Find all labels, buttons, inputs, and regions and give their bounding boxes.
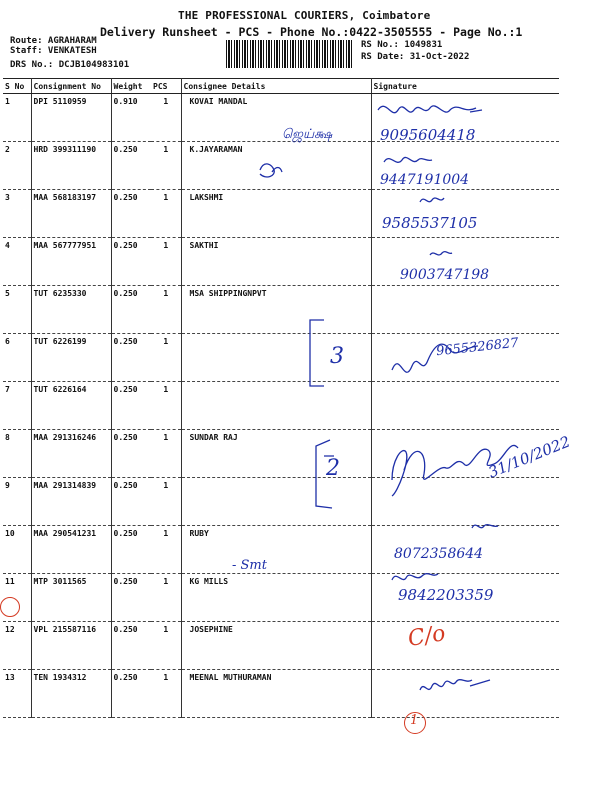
tamil-note-row1: ஜெய்க்ஷ bbox=[282, 127, 333, 142]
drs-number: DRS No.: DCJB104983101 bbox=[10, 60, 130, 70]
cell-weight: 0.250 bbox=[111, 526, 151, 574]
cell-signature bbox=[371, 526, 559, 574]
cell-consignee bbox=[181, 478, 371, 526]
count-rows-8-9: 2 bbox=[326, 456, 340, 481]
staff-label: Staff: VENKATESH bbox=[10, 46, 97, 56]
cell-weight: 0.250 bbox=[111, 190, 151, 238]
runsheet-subtitle: Delivery Runsheet - PCS - Phone No.:0422-3505555 - Page No.:1 bbox=[100, 25, 523, 39]
col-consignment: Consignment No bbox=[31, 79, 111, 94]
table-row bbox=[3, 478, 559, 526]
cell-sno: 7 bbox=[3, 382, 31, 430]
cell-pcs: 1 bbox=[151, 382, 181, 430]
cell-consignee: JOSEPHINE bbox=[181, 622, 371, 670]
cell-sno: 12 bbox=[3, 622, 31, 670]
cell-consignee: K.JAYARAMAN bbox=[181, 142, 371, 190]
cell-consignment: TEN 1934312 bbox=[31, 670, 111, 718]
cell-consignment: DPI 5110959 bbox=[31, 94, 111, 142]
table-row bbox=[3, 526, 559, 574]
cell-signature bbox=[371, 238, 559, 286]
cell-consignment: TUT 6226164 bbox=[31, 382, 111, 430]
cell-consignee: MSA SHIPPINGNPVT bbox=[181, 286, 371, 334]
cell-consignment: HRD 399311190 bbox=[31, 142, 111, 190]
date-note: 31/10/2022 bbox=[485, 432, 573, 482]
cell-consignee: SUNDAR RAJ bbox=[181, 430, 371, 478]
cell-pcs: 1 bbox=[151, 430, 181, 478]
cell-consignment: TUT 6226199 bbox=[31, 334, 111, 382]
table-row bbox=[3, 238, 559, 286]
cell-pcs: 1 bbox=[151, 286, 181, 334]
cell-sno: 8 bbox=[3, 430, 31, 478]
route-label: Route: AGRAHARAM bbox=[10, 36, 97, 46]
cell-consignment: MAA 291316246 bbox=[31, 430, 111, 478]
cell-signature bbox=[371, 286, 559, 334]
cell-weight: 0.250 bbox=[111, 286, 151, 334]
cell-consignment: MAA 568183197 bbox=[31, 190, 111, 238]
cell-consignment: MAA 291314839 bbox=[31, 478, 111, 526]
cell-consignment: MAA 567777951 bbox=[31, 238, 111, 286]
rs-number: RS No.: 1049831 bbox=[361, 40, 443, 50]
care-of-note: C/o bbox=[406, 620, 448, 653]
cell-signature bbox=[371, 382, 559, 430]
cell-sno: 6 bbox=[3, 334, 31, 382]
cell-consignee: RUBY bbox=[181, 526, 371, 574]
cell-pcs: 1 bbox=[151, 622, 181, 670]
cell-pcs: 1 bbox=[151, 526, 181, 574]
cell-sno: 3 bbox=[3, 190, 31, 238]
table-row bbox=[3, 574, 559, 622]
cell-sno: 10 bbox=[3, 526, 31, 574]
cell-consignee: MEENAL MUTHURAMAN bbox=[181, 670, 371, 718]
cell-signature bbox=[371, 622, 559, 670]
cell-pcs: 1 bbox=[151, 238, 181, 286]
cell-weight: 0.250 bbox=[111, 574, 151, 622]
cell-consignment: VPL 215587116 bbox=[31, 622, 111, 670]
cell-signature bbox=[371, 430, 559, 478]
cell-weight: 0.250 bbox=[111, 382, 151, 430]
cell-sno: 13 bbox=[3, 670, 31, 718]
table-row bbox=[3, 94, 559, 142]
row12-circle-mark bbox=[0, 597, 20, 617]
cell-pcs: 1 bbox=[151, 142, 181, 190]
cell-signature bbox=[371, 190, 559, 238]
table-header-row bbox=[3, 79, 559, 94]
cell-pcs: 1 bbox=[151, 574, 181, 622]
cell-sno: 11 bbox=[3, 574, 31, 622]
cell-signature bbox=[371, 94, 559, 142]
company-title: THE PROFESSIONAL COURIERS, Coimbatore bbox=[178, 9, 431, 22]
col-pcs: PCS bbox=[151, 79, 181, 94]
cell-consignee: KG MILLS bbox=[181, 574, 371, 622]
phone-row3: 9585537105 bbox=[382, 214, 478, 232]
cell-pcs: 1 bbox=[151, 190, 181, 238]
cell-consignee bbox=[181, 382, 371, 430]
bottom-count: 1 bbox=[410, 713, 419, 728]
cell-consignee bbox=[181, 334, 371, 382]
phone-row1: 9095604418 bbox=[380, 126, 476, 144]
cell-consignment: MTP 3011565 bbox=[31, 574, 111, 622]
cell-weight: 0.250 bbox=[111, 430, 151, 478]
cell-weight: 0.250 bbox=[111, 238, 151, 286]
cell-weight: 0.250 bbox=[111, 142, 151, 190]
table-row bbox=[3, 670, 559, 718]
cell-pcs: 1 bbox=[151, 334, 181, 382]
cell-signature bbox=[371, 478, 559, 526]
cell-consignment: TUT 6235330 bbox=[31, 286, 111, 334]
cell-sno: 4 bbox=[3, 238, 31, 286]
cell-weight: 0.910 bbox=[111, 94, 151, 142]
cell-consignee: SAKTHI bbox=[181, 238, 371, 286]
phone-row2: 9447191004 bbox=[380, 172, 470, 188]
cell-consignment: MAA 290541231 bbox=[31, 526, 111, 574]
kg-mills-note: - Smt bbox=[232, 558, 267, 573]
barcode bbox=[226, 40, 354, 68]
cell-sno: 5 bbox=[3, 286, 31, 334]
count-rows-6-7: 3 bbox=[330, 344, 344, 369]
table-row bbox=[3, 622, 559, 670]
cell-signature bbox=[371, 670, 559, 718]
table-row bbox=[3, 190, 559, 238]
cell-sno: 9 bbox=[3, 478, 31, 526]
rs-date: RS Date: 31-Oct-2022 bbox=[361, 52, 470, 62]
table-row bbox=[3, 142, 559, 190]
phone-row4: 9003747198 bbox=[400, 267, 490, 283]
cell-sno: 1 bbox=[3, 94, 31, 142]
cell-weight: 0.250 bbox=[111, 670, 151, 718]
table-row bbox=[3, 286, 559, 334]
cell-weight: 0.250 bbox=[111, 334, 151, 382]
col-consignee: Consignee Details bbox=[181, 79, 371, 94]
cell-signature bbox=[371, 142, 559, 190]
cell-pcs: 1 bbox=[151, 94, 181, 142]
cell-sno: 2 bbox=[3, 142, 31, 190]
table-row bbox=[3, 334, 559, 382]
phone-rows-6-7: 9655326827 bbox=[435, 335, 520, 360]
cell-signature bbox=[371, 334, 559, 382]
col-sno: S No bbox=[3, 79, 31, 94]
runsheet-table bbox=[3, 78, 559, 718]
cell-weight: 0.250 bbox=[111, 478, 151, 526]
col-weight: Weight bbox=[111, 79, 151, 94]
table-row bbox=[3, 382, 559, 430]
phone-row11: 9842203359 bbox=[398, 586, 494, 604]
cell-consignee: KOVAI MANDAL bbox=[181, 94, 371, 142]
phone-row10: 8072358644 bbox=[394, 546, 484, 562]
col-signature: Signature bbox=[371, 79, 559, 94]
table-row bbox=[3, 430, 559, 478]
cell-consignee: LAKSHMI bbox=[181, 190, 371, 238]
cell-pcs: 1 bbox=[151, 670, 181, 718]
bottom-circle-mark bbox=[404, 712, 426, 734]
cell-signature bbox=[371, 574, 559, 622]
cell-weight: 0.250 bbox=[111, 622, 151, 670]
cell-pcs: 1 bbox=[151, 478, 181, 526]
